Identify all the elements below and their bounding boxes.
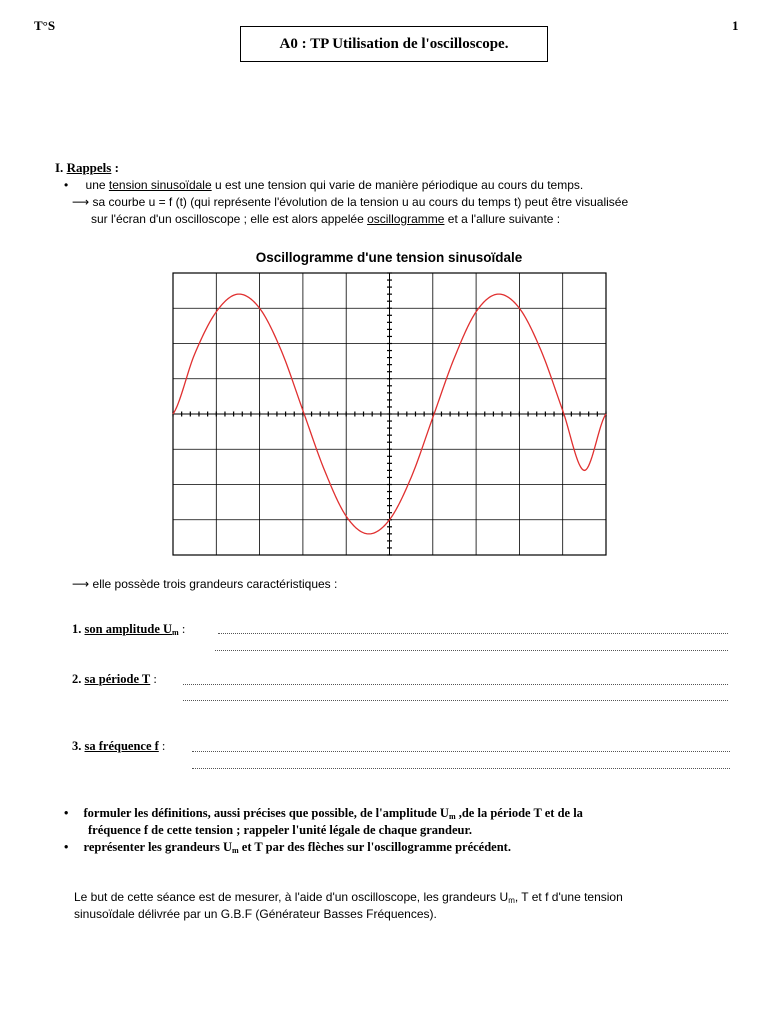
task-2 [64,840,511,855]
intro-text: et a l'allure suivante : [444,212,561,226]
task-1 [64,806,583,821]
item-colon: : [178,622,186,636]
subscript: m [231,846,239,855]
header-class: T°S [34,18,56,33]
item-colon: : [150,672,157,686]
term-tension-sinusoidale: tension sinusoïdale [108,178,212,192]
bullet: • [64,840,69,854]
answer-line[interactable] [215,650,728,651]
item-label: sa période T [84,672,151,686]
intro-line-1 [64,178,583,192]
after-chart-text: elle possède trois grandeurs caractéristiques : [89,577,338,591]
answer-line[interactable] [192,768,730,769]
task-text: et T par des flèches sur l'oscillogramme précédent. [238,840,511,854]
intro-text: sa courbe u = f (t) (qui représente l'évolution de la tension u au cours du temps t) peut être visualisée [89,195,629,209]
answer-line[interactable] [218,633,728,634]
intro-line-3 [91,212,560,226]
answer-line[interactable] [183,684,728,685]
page-number: 1 [732,18,739,33]
bullet: • [64,178,69,192]
task-1-cont: fréquence f de cette tension ; rappeler l'unité légale de chaque grandeur. [88,823,472,837]
answer-line[interactable] [192,751,730,752]
item-number: 2. [72,672,82,686]
item-periode [72,672,157,687]
intro-text: sur l'écran d'un oscilloscope ; elle est alors appelée [91,212,368,226]
intro-line-2 [72,195,628,209]
intro-text: une [85,178,109,192]
conclusion-text: Le but de cette séance est de mesurer, à l'aide d'un oscilloscope, les grandeurs U [74,890,509,904]
chart-title: Oscillogramme d'une tension sinusoïdale [255,250,523,265]
document-title: A0 : TP Utilisation de l'oscilloscope. [240,26,548,62]
item-label: sa fréquence f [84,739,159,753]
section-title: Rappels [66,160,112,175]
arrow-icon: ⟶ [72,577,90,591]
after-chart-line [72,577,337,591]
task-text: représenter les grandeurs U [83,840,232,854]
item-number: 3. [72,739,82,753]
bullet: • [64,806,69,820]
section-number: I. [55,160,64,175]
term-oscillogramme: oscillogramme [367,212,445,226]
task-text: formuler les définitions, aussi précises que possible, de l'amplitude U [83,806,449,820]
item-colon: : [158,739,166,753]
section-heading [55,160,119,176]
conclusion-line-1 [74,890,623,905]
conclusion-line-2: sinusoïdale délivrée par un G.B.F (Générateur Basses Fréquences). [74,907,437,921]
item-amplitude [72,622,185,637]
subscript: m [508,896,515,905]
subscript: m [448,812,456,821]
conclusion-text: , T et f d'une tension [514,890,623,904]
answer-line[interactable] [183,700,728,701]
item-label: son amplitude $U_m$ [84,622,179,637]
task-text: ,de la période T et de la [455,806,583,820]
item-frequence [72,739,165,754]
arrow-icon: ⟶ [72,195,90,209]
item-number: 1. [72,622,82,636]
oscillogram-chart [172,272,607,556]
section-colon: : [111,160,119,175]
intro-text: u est une tension qui varie de manière périodique au cours du temps. [211,178,584,192]
